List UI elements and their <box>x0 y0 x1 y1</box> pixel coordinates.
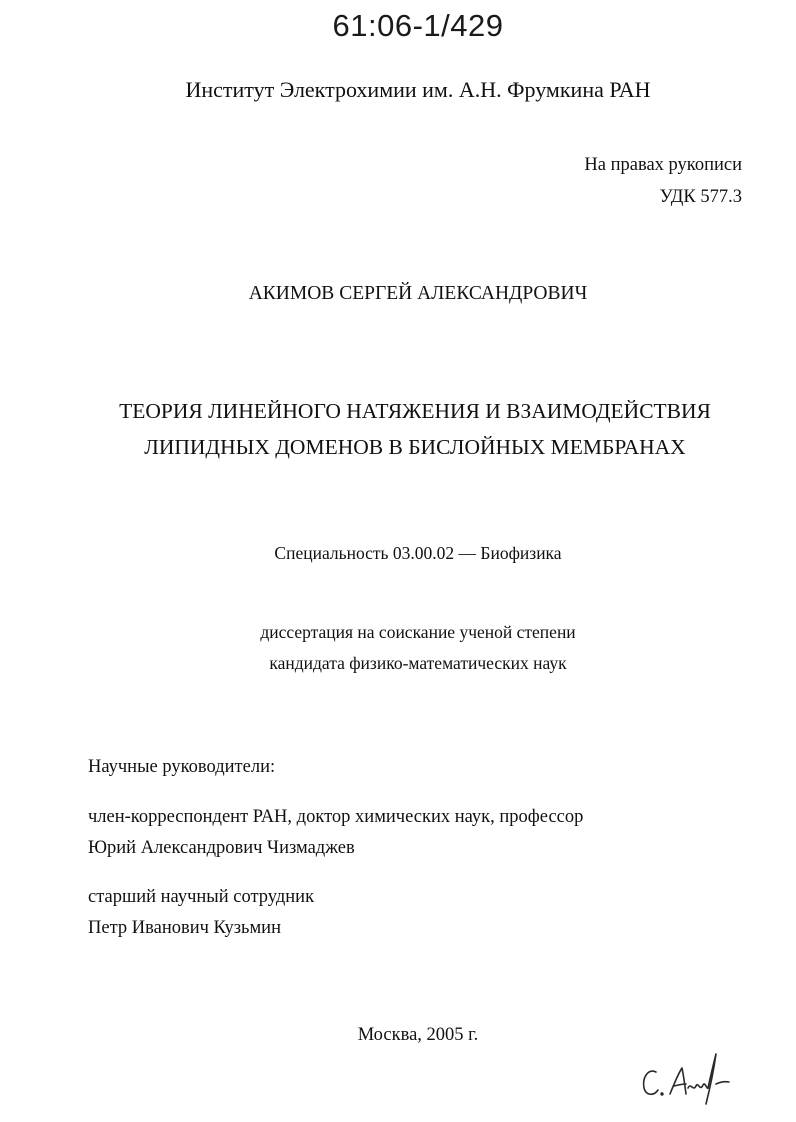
city-year: Москва, 2005 г. <box>357 1025 479 1045</box>
supervisor-2-title: старший научный сотрудник <box>88 887 315 907</box>
specialty: Специальность 03.00.02 — Биофизика <box>274 543 562 563</box>
supervisor-1-name: Юрий Александрович Чизмаджев <box>88 838 355 858</box>
thesis-title-line-2: ЛИПИДНЫХ ДОМЕНОВ В БИСЛОЙНЫХ МЕМБРАНАХ <box>144 435 686 459</box>
degree-line-2: кандидата физико-математических наук <box>269 653 567 673</box>
thesis-title-line-1: ТЕОРИЯ ЛИНЕЙНОГО НАТЯЖЕНИЯ И ВЗАИМОДЕЙСТВИЯ <box>119 399 711 423</box>
supervisor-2-name: Петр Иванович Кузьмин <box>88 918 281 938</box>
rights-note: На правах рукописи <box>584 155 742 175</box>
degree-line-1: диссертация на соискание ученой степени <box>260 622 576 642</box>
supervisor-1-title: член-корреспондент РАН, доктор химических наук, профессор <box>88 807 584 827</box>
catalog-number: 61:06-1/429 <box>332 8 504 43</box>
author-name: АКИМОВ СЕРГЕЙ АЛЕКСАНДРОВИЧ <box>248 283 588 304</box>
handwritten-signature <box>636 1048 746 1106</box>
degree-statement <box>0 617 796 679</box>
udk-code: УДК 577.3 <box>659 187 742 207</box>
institute-name: Институт Электрохимии им. А.Н. Фрумкина РАН <box>185 77 651 102</box>
thesis-title <box>0 393 796 465</box>
supervisors-label: Научные руководители: <box>88 757 276 777</box>
